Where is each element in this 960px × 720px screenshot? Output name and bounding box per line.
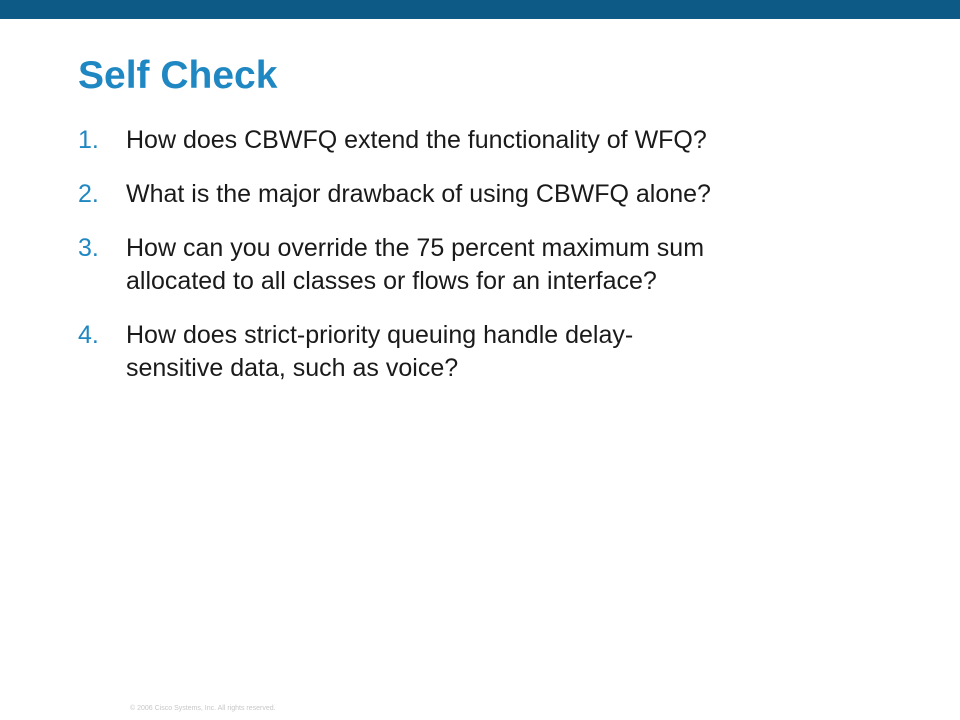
question-number: 4.	[78, 321, 99, 349]
question-list	[78, 124, 878, 385]
question-item-2	[78, 178, 878, 211]
question-text: How can you override the 75 percent maximum sum allocated to all classes or flows for an interface?	[126, 234, 705, 295]
question-text: How does strict-priority queuing handle delay- sensitive data, such as voice?	[126, 321, 634, 382]
question-number: 3.	[78, 234, 99, 262]
question-item-4	[78, 319, 878, 385]
top-header-bar	[0, 0, 960, 19]
question-item-3	[78, 232, 878, 298]
slide-title: Self Check	[78, 54, 278, 97]
question-text: What is the major drawback of using CBWFQ alone?	[126, 180, 711, 208]
question-text: How does CBWFQ extend the functionality of WFQ?	[126, 126, 707, 154]
question-item-1	[78, 124, 878, 157]
copyright-notice: © 2006 Cisco Systems, Inc. All rights reserved.	[130, 705, 276, 712]
question-number: 2.	[78, 180, 99, 208]
question-number: 1.	[78, 126, 99, 154]
